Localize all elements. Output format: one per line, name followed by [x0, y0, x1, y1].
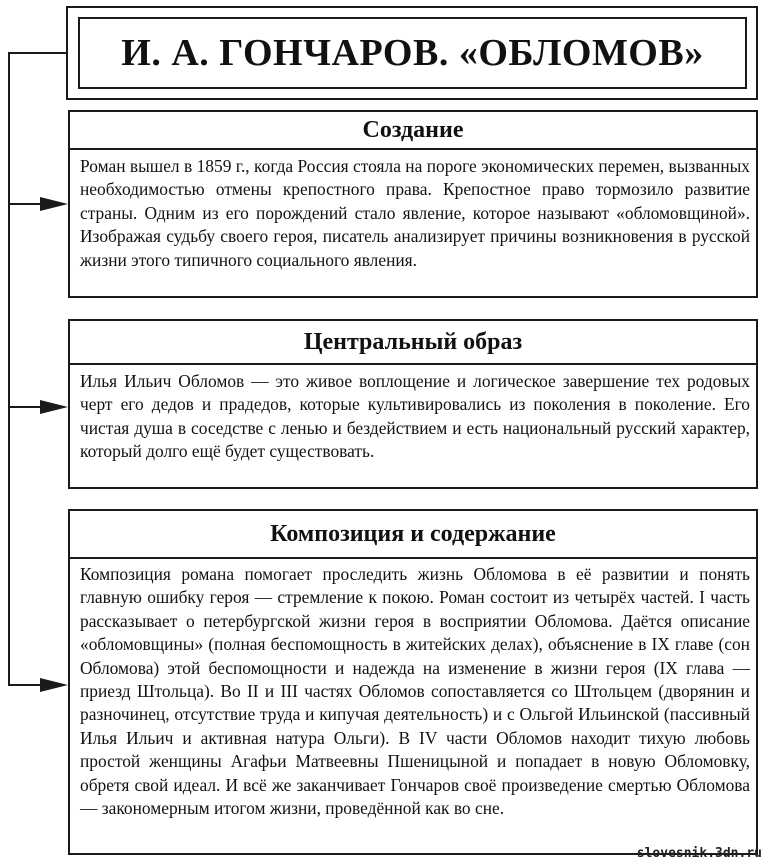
section-creation-text: Роман вышел в 1859 г., когда Россия стояла на пороге экономических перемен, вызванных необходимостью отмены крепостного права. Крепостное право тормозило развитие страны. Одним из его порождений стало явление, которое называют «обломовщиной». Изображая судьбу своего героя, писатель анализирует причины возникновения в русской жизни этого типичного социального явления.: [80, 156, 750, 270]
arrow-2-shaft: [8, 406, 42, 408]
arrow-1-head: [40, 197, 68, 211]
connector-top: [8, 52, 68, 54]
section-composition-text: Композиция романа помогает проследить жизнь Обломова в её развитии и понять главную ошибку героя — стремление к покою. Роман состоит из четырёх частей. I часть рассказывает о петербургской жизни героя в восприятии Обломова. Даётся описание «обломовщины» (полная беспомощность в житейских делах), объяснение в IX главе (сон Обломова) этой беспомощности и надежда на изменение в жизни героя (IX глава — приезд Штольца). Во II и III частях Обломов сопоставляется со Штольцем (дворянин и разночинец, отсутствие труда и кипучая деятельность) и с Ольгой Ильинской (пассивный Илья Ильич и активная натура Ольги). В IV части Обломов находит тихую любовь простой женщины Агафьи Матвеевны Пшеницыной и попадает в новую Обломовку, обретя свой идеал. И всё же заканчивает Гончаров своё произведение смертью Обломова — закономерным итогом жизни, проведённой как во сне.: [80, 564, 750, 819]
arrow-1-shaft: [8, 203, 42, 205]
section-central-text: Илья Ильич Обломов — это живое воплощение и логическое завершение тех родовых черт его дедов и прадедов, которые культивировались из поколения в поколение. Его чистая душа в соседстве с ленью и бездействием и есть национальный русский характер, который долго ещё будет существовать.: [80, 371, 750, 462]
arrow-2-head: [40, 400, 68, 414]
section-central-heading: Центральный образ: [68, 319, 758, 365]
watermark: slovesnik.3dn.ru: [636, 846, 762, 861]
page-title: И. А. ГОНЧАРОВ. «ОБЛОМОВ»: [78, 17, 747, 89]
section-creation-heading: Создание: [68, 110, 758, 150]
connector-spine: [8, 52, 10, 686]
section-composition-heading: Композиция и содержание: [68, 509, 758, 559]
arrow-3-shaft: [8, 684, 42, 686]
arrow-3-head: [40, 678, 68, 692]
